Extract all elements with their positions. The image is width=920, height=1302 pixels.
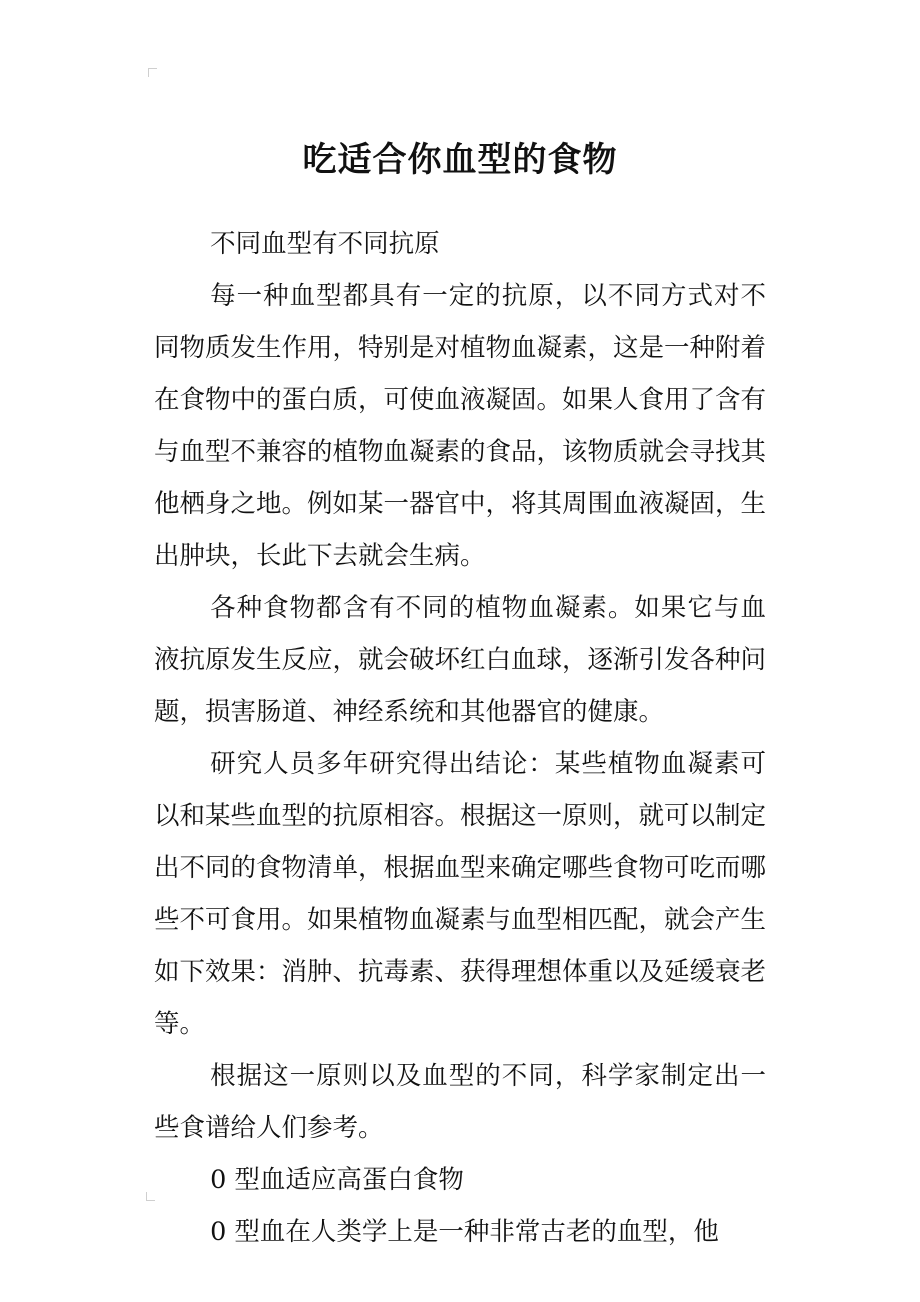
paragraph: 研究人员多年研究得出结论：某些植物血凝素可以和某些血型的抗原相容。根据这一原则，就可以制定出不同的食物清单，根据血型来确定哪些食物可吃而哪些不可食用。如果植物血凝素与血型相匹配，就会产生如下效果：消肿、抗毒素、获得理想体重以及延缓衰老等。 [154, 749, 767, 1039]
paragraph: 不同血型有不同抗原 [210, 229, 440, 259]
document-title: 吃适合你血型的食物 [302, 139, 618, 180]
corner-crop-mark [148, 68, 157, 77]
document-body [154, 218, 766, 1258]
paragraph: 根据这一原则以及血型的不同，科学家制定出一些食谱给人们参考。 [154, 1061, 766, 1143]
paragraph: 每一种血型都具有一定的抗原，以不同方式对不同物质发生作用，特别是对植物血凝素，这是一种附着在食物中的蛋白质，可使血液凝固。如果人食用了含有与血型不兼容的植物血凝素的食品，该物质就会寻找其他栖身之地。例如某一器官中，将其周围血液凝固，生出肿块，长此下去就会生病。 [154, 281, 767, 571]
paragraph: 0 型血适应高蛋白食物 [210, 1165, 464, 1195]
paragraph: 0 型血在人类学上是一种非常古老的血型，他 [210, 1217, 719, 1247]
paragraph: 各种食物都含有不同的植物血凝素。如果它与血液抗原发生反应，就会破坏红白血球，逐渐引发各种问题，损害肠道、神经系统和其他器官的健康。 [154, 593, 767, 727]
